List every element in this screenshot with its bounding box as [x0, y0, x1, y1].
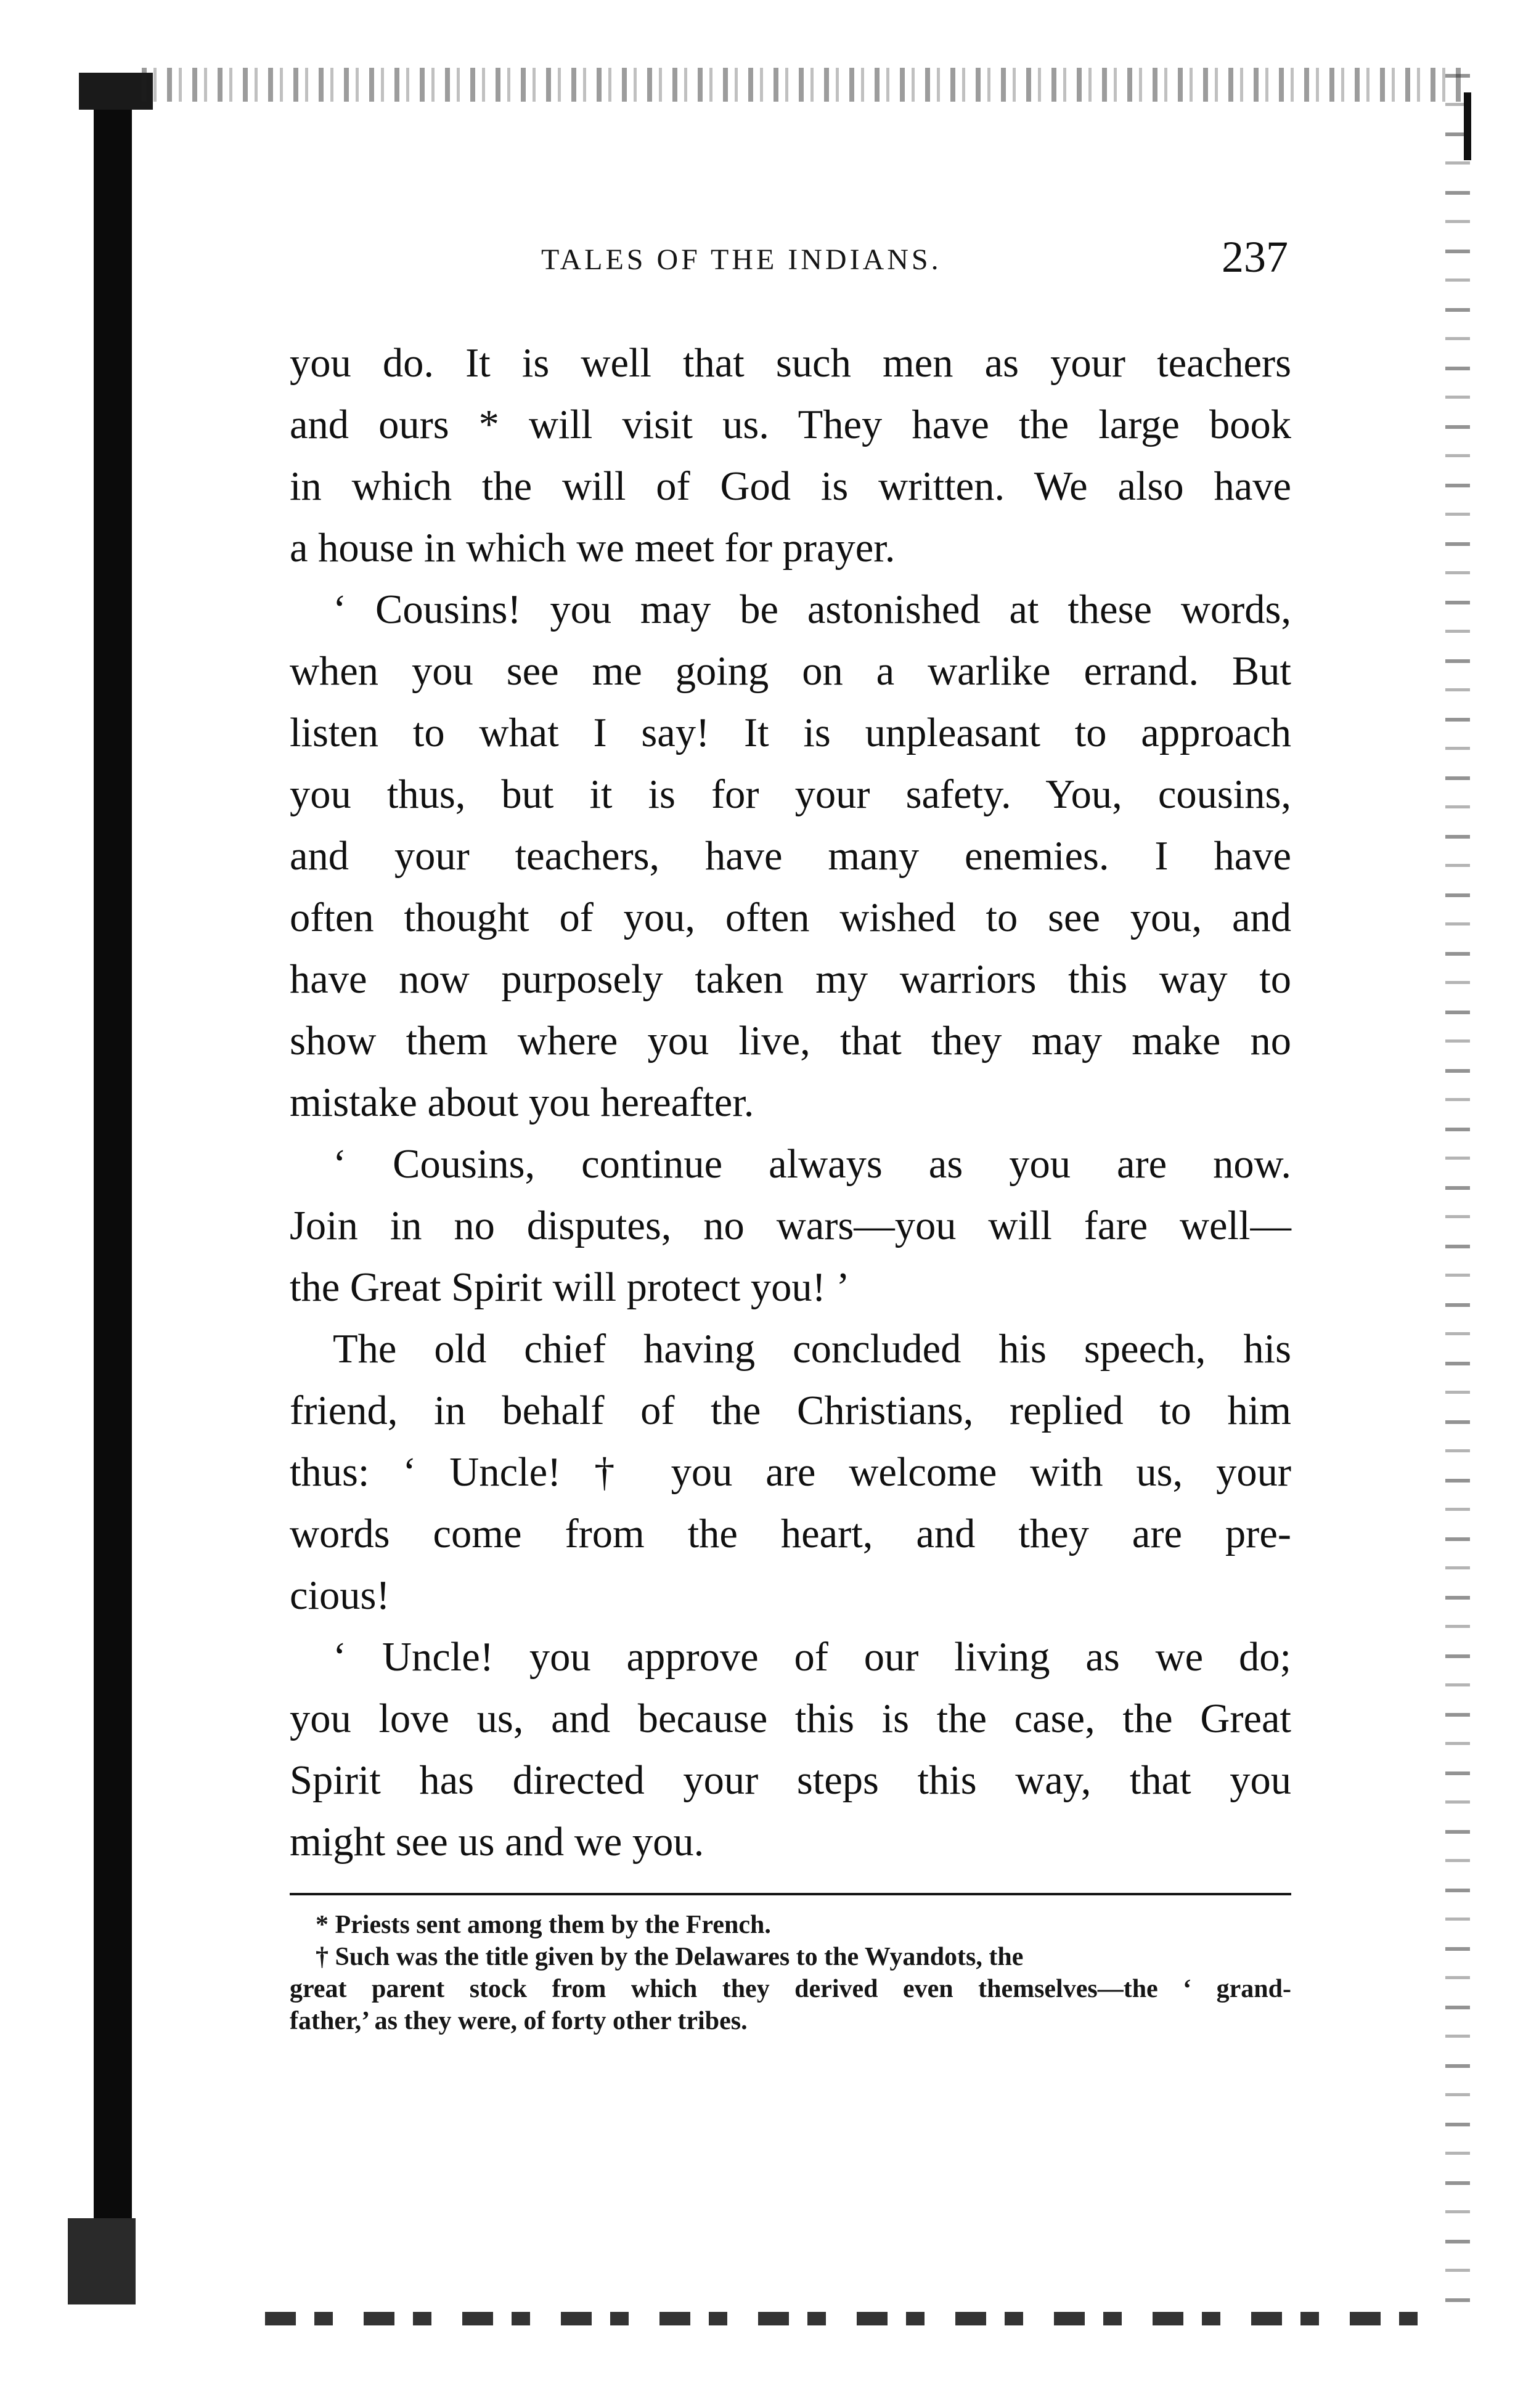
text-line: thus: ‘ Uncle! † you are welcome with us, your	[290, 1450, 1291, 1495]
footnotes	[290, 1909, 1291, 2037]
text-line: Join in no disputes, no wars—you will fare well—	[290, 1203, 1291, 1248]
running-head	[290, 232, 1288, 291]
text-line: cious!	[290, 1573, 390, 1618]
text-line: when you see me going on a warlike errand. But	[290, 649, 1291, 694]
binding-shadow-bottom	[68, 2218, 136, 2304]
footnote-2-cont: great parent stock from which they derived even themselves—the ‘ grand-	[290, 1975, 1291, 2003]
page-number: 237	[1222, 232, 1288, 282]
text-line: show them where you live, that they may make no	[290, 1019, 1291, 1064]
text-line: ‘ Uncle! you approve of our living as we do;	[333, 1635, 1291, 1680]
text-line: a house in which we meet for prayer.	[290, 526, 896, 571]
text-line: have now purposely taken my warriors this way to	[290, 957, 1291, 1002]
running-title: TALES OF THE INDIANS.	[541, 243, 942, 276]
body-text	[290, 333, 1291, 1873]
scan-mark-right	[1464, 92, 1471, 160]
footnote-rule	[290, 1893, 1291, 1895]
text-line: listen to what I say! It is unpleasant to approach	[290, 710, 1291, 755]
text-line: often thought of you, often wished to see you, and	[290, 895, 1291, 940]
footnote-2: † Such was the title given by the Delawares to the Wyandots, the	[316, 1943, 1024, 1971]
scan-noise-top	[142, 68, 1467, 102]
text-line: might see us and we you.	[290, 1820, 704, 1865]
text-line: friend, in behalf of the Christians, replied to him	[290, 1388, 1291, 1433]
scan-noise-bottom	[265, 2312, 1436, 2325]
scan-noise-right	[1445, 74, 1470, 2304]
text-line: mistake about you hereafter.	[290, 1080, 754, 1125]
text-line: you thus, but it is for your safety. You, cousins,	[290, 772, 1291, 817]
text-line: ‘ Cousins! you may be astonished at these words,	[333, 587, 1291, 632]
binding-shadow	[94, 73, 132, 2291]
text-line: words come from the heart, and they are pre-	[290, 1511, 1291, 1556]
footnote-1: * Priests sent among them by the French.	[316, 1911, 771, 1939]
text-line: you love us, and because this is the case, the Great	[290, 1696, 1291, 1741]
text-line: ‘ Cousins, continue always as you are now.	[333, 1142, 1291, 1187]
text-line: Spirit has directed your steps this way, that you	[290, 1758, 1291, 1803]
text-line: in which the will of God is written. We also have	[290, 464, 1291, 509]
text-line: the Great Spirit will protect you! ’	[290, 1265, 850, 1310]
text-line: and ours * will visit us. They have the large book	[290, 402, 1291, 447]
text-line: and your teachers, have many enemies. I have	[290, 834, 1291, 879]
text-line: The old chief having concluded his speech, his	[333, 1327, 1291, 1372]
footnote-2-end: father,’ as they were, of forty other tribes.	[290, 2007, 748, 2035]
text-line: you do. It is well that such men as your teachers	[290, 341, 1291, 386]
